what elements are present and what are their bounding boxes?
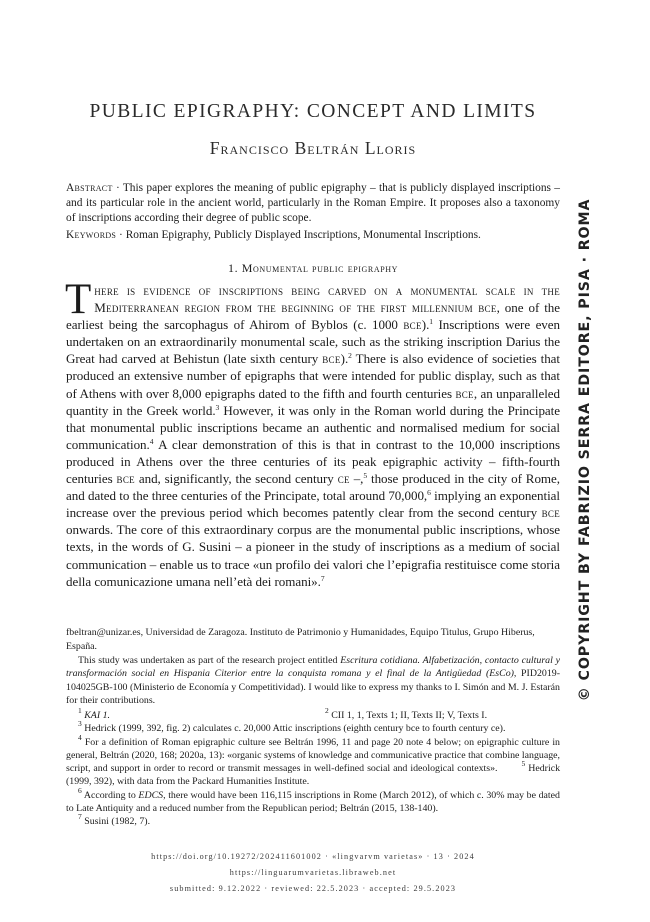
footnote-text: , there would have been 116,115 inscriptions in Rome (March 2012), of which c. 30% may be dated to Late Antiquity and a reduced number from the Republican period; Beltrán (2015, 138-140). [66, 789, 560, 815]
project-title: Escritura cotidiana. Alfabetización, contacto cultural y transformación social en Hispania Citerior entre la conquista romana y el final de la Antigüedad (EsCo) [66, 655, 560, 680]
funding-text: This study was undertaken as part of the research project entitled [78, 655, 341, 666]
body-text: and, significantly, the second century [134, 471, 338, 487]
body-paragraph [65, 276, 561, 590]
footnote-number: 2 [325, 706, 329, 715]
footnote-text: KAI 1. [84, 710, 111, 721]
keywords-label: Keywords [66, 229, 117, 241]
era-abbrev: bce [478, 300, 497, 316]
footnote-number: 6 [78, 785, 82, 795]
footnote-ref[interactable]: 7 [320, 573, 325, 583]
footnote-4 [66, 732, 561, 789]
body-text: ). [340, 351, 349, 367]
footnote-row [66, 706, 560, 722]
journal-url[interactable]: https://linguarumvarietas.libraweb.net [229, 868, 397, 877]
body-text: However, it was only in the Roman world during the Principate that monumental public inscriptions became an authentic and normalised medium for social communication. [66, 402, 560, 452]
author-affiliation: fbeltran@unizar.es, Universidad de Zaragoza. Instituto de Patrimonio y Humanidades, Equipo Titulus, Grupo Hiberus, España. [66, 627, 535, 652]
era-abbrev: bce [403, 317, 422, 333]
funding-note [66, 654, 560, 708]
copyright-notice [566, 198, 604, 702]
footnote-ref[interactable]: 2 [348, 351, 352, 361]
body-text: ). [421, 317, 430, 333]
era-abbrev: ce [337, 471, 350, 487]
footnote-3 [66, 719, 560, 735]
body-text: , an unparalleled quantity in the Greek world. [66, 385, 560, 418]
footnote-ref[interactable]: 3 [215, 402, 220, 412]
keywords [66, 228, 560, 243]
copyright-text: © COPYRIGHT BY FABRIZIO SERRA EDITORE, PISA · ROMA [577, 198, 593, 702]
footnote-ref[interactable]: 1 [429, 317, 433, 327]
article-author: Francisco Beltrán Lloris [209, 138, 417, 158]
drop-cap: T [65, 276, 92, 323]
footnote-text: EDCS [138, 789, 164, 801]
footnote-2 [313, 706, 560, 722]
footnote-number: 5 [521, 759, 526, 769]
funding-text: , PID2019-104025GB-100 (Ministerio de Economía y Competitividad). I would like to express my thanks to I. Simón and M. J. Estarán for their contributions. [66, 668, 560, 707]
keywords-text: Roman Epigraphy, Publicly Displayed Inscriptions, Monumental Inscriptions. [125, 229, 481, 241]
footnote-text: CII 1, 1, Texts 1; II, Texts II; V, Texts I. [331, 710, 488, 721]
footnote-number: 1 [78, 706, 82, 715]
footnote-ref[interactable]: 6 [427, 488, 431, 498]
body-text: Inscriptions were even undertaken on an extraordinarily monumental scale, such as the striking inscription Darius the Great had carved at Behistun (late sixth century [66, 317, 560, 367]
abstract-label: Abstract [66, 182, 113, 194]
era-abbrev: bce [541, 505, 560, 521]
keywords-separator: · [116, 229, 126, 241]
footnote-number: 3 [78, 719, 82, 729]
abstract-text: This paper explores the meaning of public epigraphy – that is publicly displayed inscriptions – and its particular role in the ancient world, particularly in the Roman Empire. It proposes also a taxonomy of inscriptions according their degree of public scope. [66, 182, 560, 225]
body-text: onwards. The core of this extraordinary corpus are the monumental public inscriptions, whose texts, in the words of G. Susini – a pioneer in the study of inscriptions as a medium of social communication – enable us to trace «un profilo dei valori che l’epigrafia restituisce come storia della comunicazione umana nell’età dei romani». [66, 522, 560, 589]
body-text: A clear demonstration of this is that in contrast to the 10,000 inscriptions produced in Athens over the three centuries of its peak epigraphic activity – fifth-fourth centuries [66, 436, 560, 487]
footnote-number: 4 [78, 732, 82, 742]
section-heading: 1. Monumental public epigraphy [227, 261, 399, 275]
footnote-text: For a definition of Roman epigraphic culture see Beltrán 1996, 11 and page 20 note 4 below; on epigraphic culture in general, Beltrán (2020, 168; 2020a, 13): «organic systems of knowledge and communicative practice that combine language, script, and support in order to record or transmit messages in well-defined social and ideological contexts». [66, 736, 560, 775]
footnotes [66, 706, 561, 829]
body-text: implying an exponential increase over the previous period which becomes patently clear from the second century [66, 488, 560, 521]
era-abbrev: bce [455, 385, 474, 401]
footnote-text: According to [83, 789, 139, 801]
footnote-text: Susini (1982, 7). [84, 816, 151, 828]
body-text: here is evidence of inscriptions being carved on a monumental scale in the Mediterranean region from the beginning of the first millennium [94, 283, 560, 316]
body-text: There is also evidence of societies that produced an extensive number of epigraphs that were intended for public display, such as that of Athens with over 8,000 epigraphs dated to the fifth and fourth centuries [66, 351, 560, 401]
body-text: –, [349, 471, 364, 487]
era-abbrev: bce [322, 351, 341, 367]
footnote-6 [66, 785, 560, 816]
article-title: PUBLIC EPIGRAPHY: CONCEPT AND LIMITS [89, 101, 537, 122]
footnote-5: Hedrick (1999, 392), with data from the Packard Humanities Institute. [66, 763, 561, 788]
footnote-7 [66, 812, 560, 828]
abstract [66, 181, 560, 227]
body-text: those produced in the city of Rome, and dated to the three centuries of the Principate, total around 70,000, [66, 471, 560, 504]
footnote-number: 7 [78, 812, 82, 822]
abstract-separator: · [112, 182, 123, 194]
submission-dates: submitted: 9.12.2022 · reviewed: 22.5.2023 · accepted: 29.5.2023 [169, 884, 457, 893]
footnote-ref[interactable]: 4 [149, 436, 154, 446]
doi-line[interactable]: https://doi.org/10.19272/202411601002 · «lingvarvm varietas» · 13 · 2024 [151, 852, 475, 861]
footnote-text: Hedrick (1999, 392, fig. 2) calculates c. 20,000 Attic inscriptions (eighth century bce to fourth century ce). [84, 723, 506, 735]
era-abbrev: bce [116, 471, 135, 487]
body-text: , one of the earliest being the sarcophagus of Ahirom of Byblos (c. 1000 [66, 300, 561, 333]
footnote-ref[interactable]: 5 [363, 471, 368, 481]
footnote-1 [66, 706, 313, 722]
